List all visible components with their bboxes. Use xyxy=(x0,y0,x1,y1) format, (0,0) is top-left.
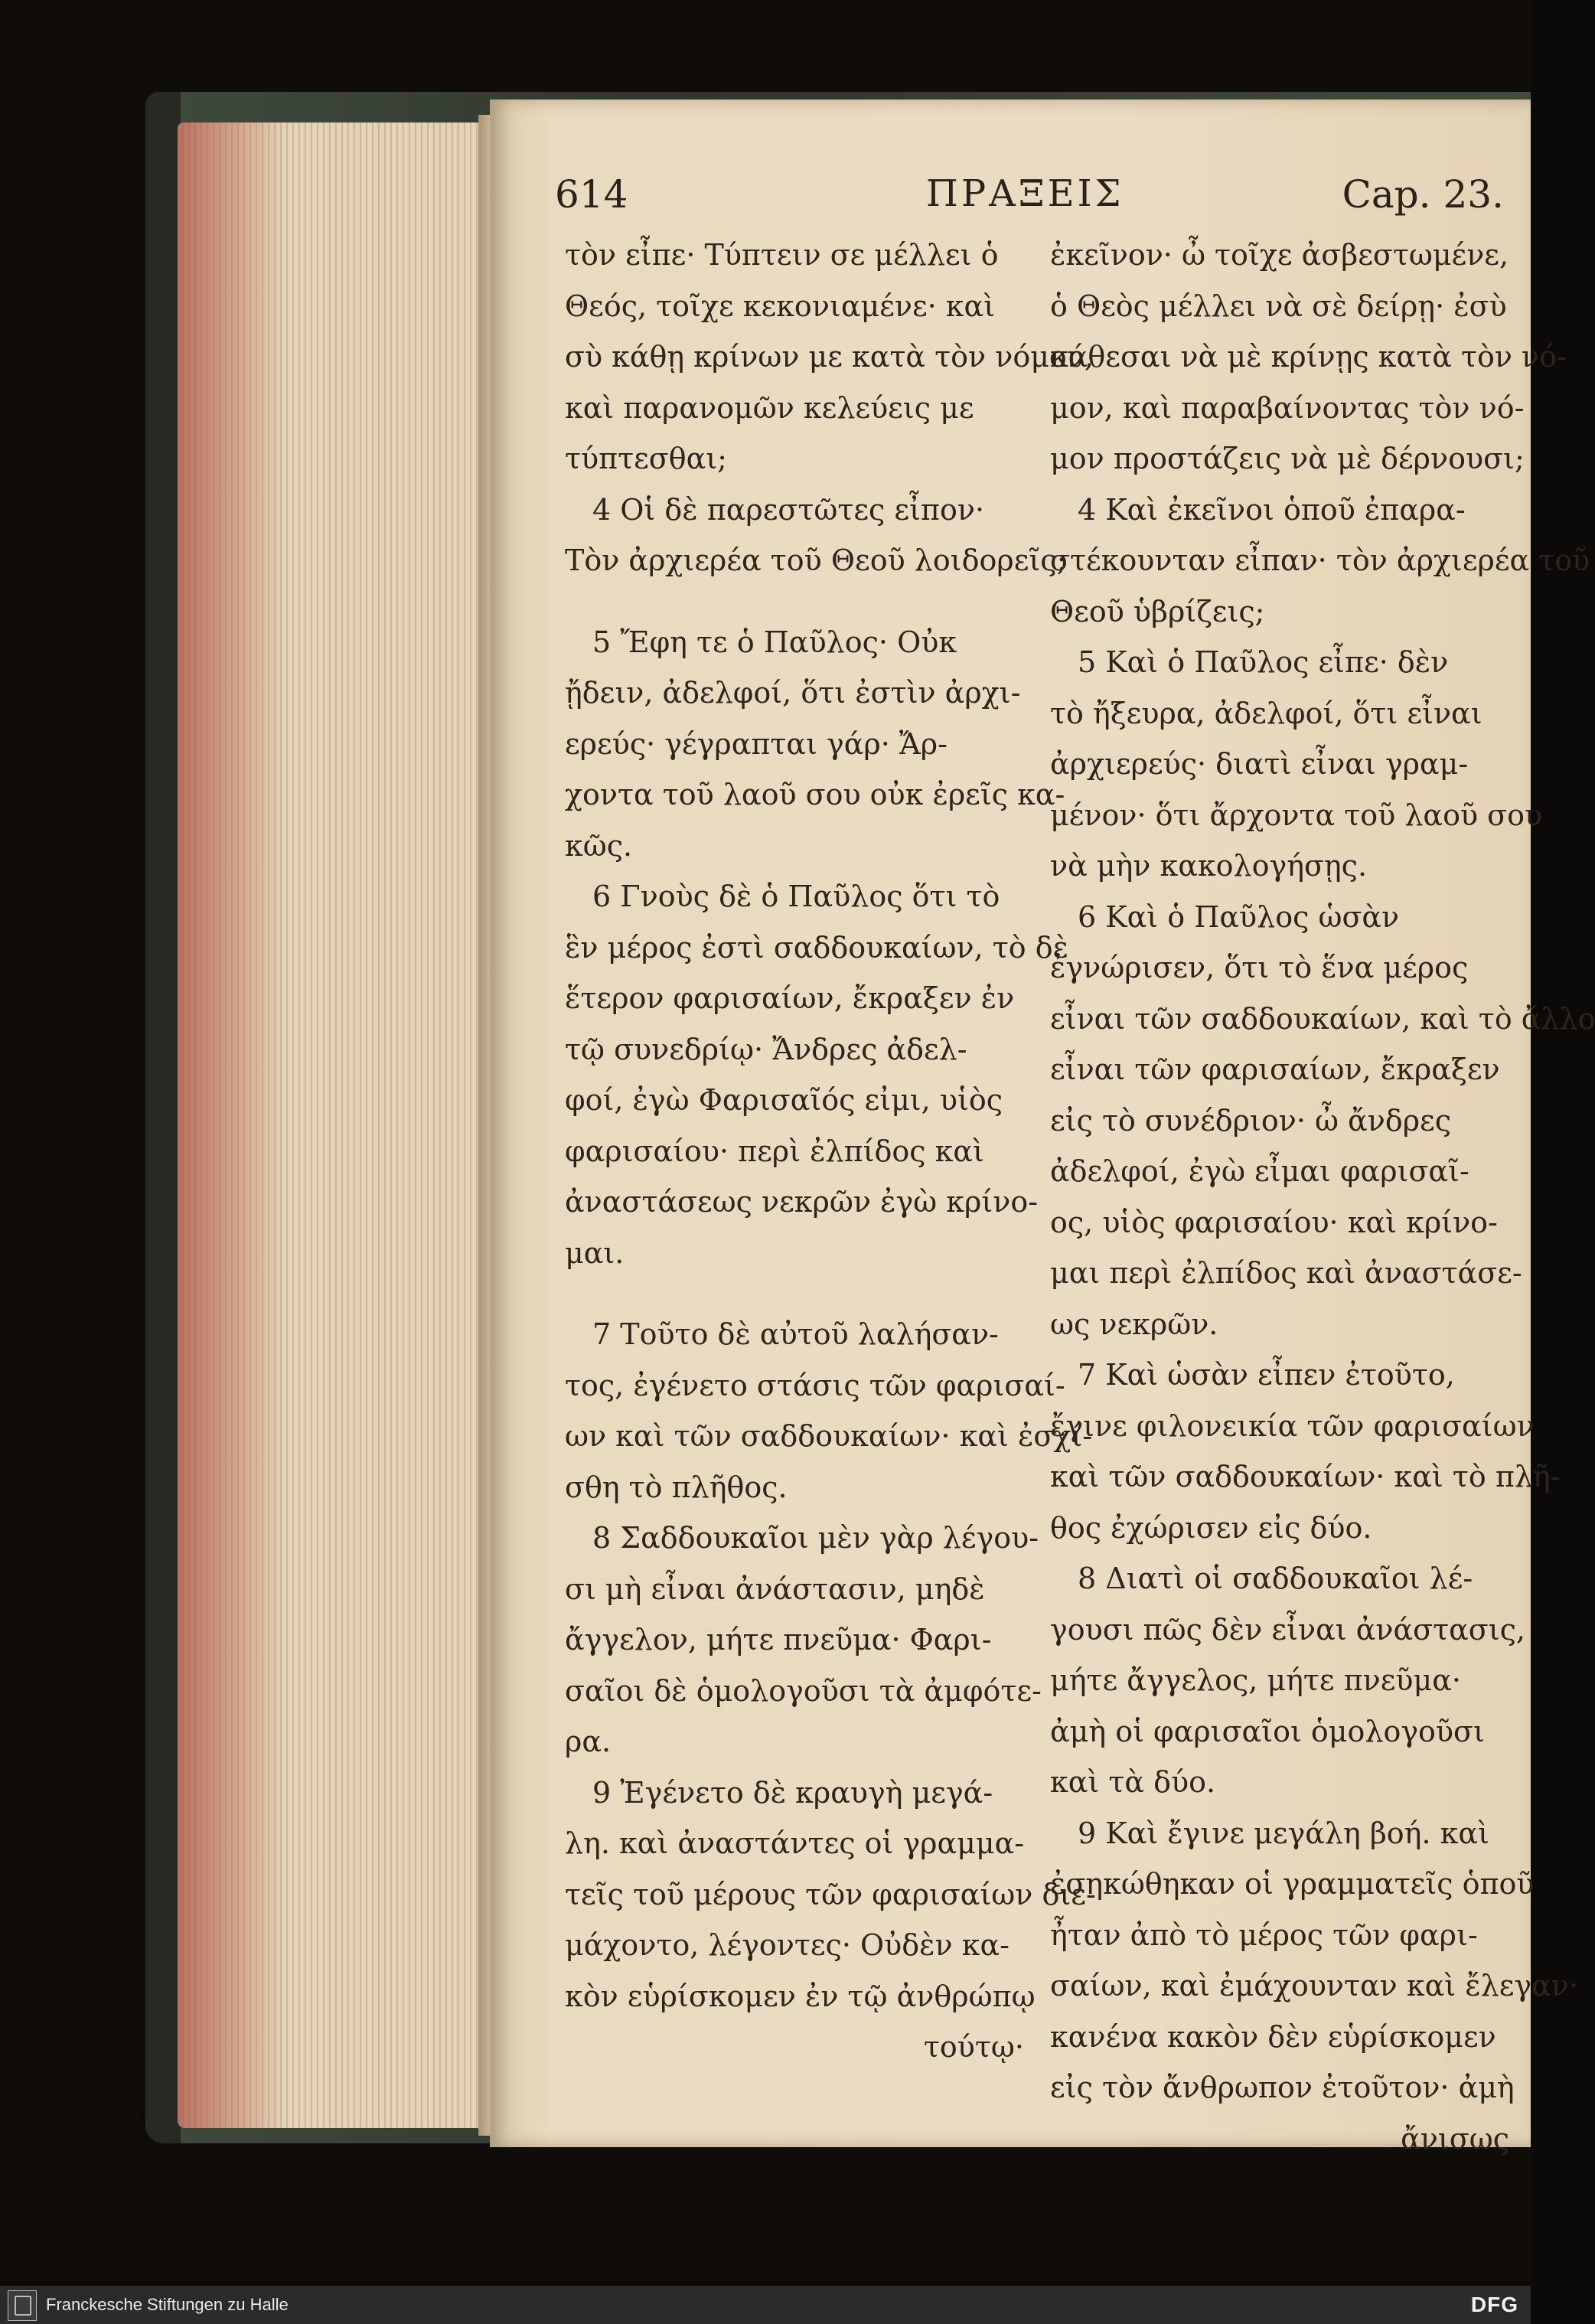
text-line xyxy=(565,1278,1024,1309)
text-line: ἦταν ἀπὸ τὸ μέρος τῶν φαρι- xyxy=(1050,1918,1478,1952)
text-line: στέκουνταν εἶπαν· τὸν ἀρχιερέα τοῦ xyxy=(1050,543,1590,577)
text-line: καὶ τῶν σαδδουκαίων· καὶ τὸ πλῆ- xyxy=(1050,1460,1561,1493)
vernacular-text-column xyxy=(1050,230,1595,2156)
book-cover-edge xyxy=(145,92,181,2143)
text-line: τεῖς τοῦ μέρους τῶν φαρισαίων διε- xyxy=(565,1877,1096,1911)
text-line: 9 Καὶ ἔγινε μεγάλη βοή. καὶ xyxy=(1078,1816,1489,1850)
text-line: φοί, ἐγὼ Φαρισαῖός εἰμι, υἱὸς xyxy=(565,1083,1003,1117)
text-line: εἰς τὸν ἄνθρωπον ἐτοῦτον· ἀμὴ xyxy=(1050,2071,1515,2104)
text-line: 8 Σαδδουκαῖοι μὲν γὰρ λέγου- xyxy=(592,1521,1039,1555)
greek-text-column xyxy=(565,230,1096,2064)
text-line: σαῖοι δὲ ὁμολογοῦσι τὰ ἀμφότε- xyxy=(565,1673,1042,1708)
text-line: εἶναι τῶν φαρισαίων, ἔκραξεν xyxy=(1050,1053,1500,1086)
text-line: ἀναστάσεως νεκρῶν ἐγὼ κρίνο- xyxy=(565,1185,1039,1219)
text-line: μήτε ἄγγελος, μήτε πνεῦμα· xyxy=(1050,1663,1461,1697)
text-line: σὺ κάθῃ κρίνων με κατὰ τὸν νόμον, xyxy=(565,340,1094,374)
text-line: 7 Καὶ ὡσὰν εἶπεν ἐτοῦτο, xyxy=(1078,1358,1455,1392)
text-line: καὶ παρανομῶν κελεύεις με xyxy=(565,390,974,425)
text-line: κανένα κακὸν δὲν εὑρίσκομεν xyxy=(1050,2019,1496,2054)
text-line: ἐκεῖνον· ὦ τοῖχε ἀσβεστωμένε, xyxy=(1050,238,1509,272)
text-line: ᾔδειν, ἀδελφοί, ὅτι ἐστὶν ἀρχι- xyxy=(565,676,1021,710)
text-line: ἓν μέρος ἐστὶ σαδδουκαίων, τὸ δὲ xyxy=(565,930,1069,965)
text-line: 5 Ἔφη τε ὁ Παῦλος· Οὐκ xyxy=(592,625,957,659)
text-line xyxy=(565,586,1024,617)
text-line: ων καὶ τῶν σαδδουκαίων· καὶ ἐσχί- xyxy=(565,1419,1093,1453)
text-line: μένον· ὅτι ἄρχοντα τοῦ λαοῦ σου xyxy=(1050,798,1543,832)
text-line: γουσι πῶς δὲν εἶναι ἀνάστασις, xyxy=(1050,1612,1525,1647)
text-line: ἄγγελον, μήτε πνεῦμα· Φαρι- xyxy=(565,1623,992,1657)
text-line: κῶς. xyxy=(565,828,633,863)
text-line: ἕτερον φαρισαίων, ἔκραξεν ἐν xyxy=(565,981,1015,1015)
text-line: ως νεκρῶν. xyxy=(1050,1307,1218,1341)
text-line: μαι περὶ ἐλπίδος καὶ ἀναστάσε- xyxy=(1050,1256,1522,1290)
dfg-logo: DFG xyxy=(1470,2293,1518,2316)
text-line: Θεοῦ ὑβρίζεις; xyxy=(1050,594,1265,628)
text-line: τούτῳ· xyxy=(923,2030,1024,2064)
text-line: σθη τὸ πλῆθος. xyxy=(565,1470,788,1504)
text-line: Τὸν ἀρχιερέα τοῦ Θεοῦ λοιδορεῖς; xyxy=(565,543,1067,577)
text-line: τῷ συνεδρίῳ· Ἄνδρες ἀδελ- xyxy=(565,1032,967,1066)
text-line: ερεύς· γέγραπται γάρ· Ἄρ- xyxy=(565,726,948,761)
text-line: χοντα τοῦ λαοῦ σου οὐκ ἐρεῖς κα- xyxy=(565,778,1065,811)
text-line: καὶ τὰ δύο. xyxy=(1050,1765,1216,1799)
text-line: σαίων, καὶ ἐμάχουνταν καὶ ἔλεγαν· xyxy=(1050,1969,1578,2002)
text-line: 7 Τοῦτο δὲ αὐτοῦ λαλήσαν- xyxy=(592,1317,999,1351)
text-line: τὸν εἶπε· Τύπτειν σε μέλλει ὁ xyxy=(565,238,999,272)
text-line: ἐγνώρισεν, ὅτι τὸ ἕνα μέρος xyxy=(1050,951,1469,984)
text-line: ὁ Θεὸς μέλλει νὰ σὲ δείρῃ· ἐσὺ xyxy=(1050,289,1507,323)
text-line: ἀδελφοί, ἐγὼ εἶμαι φαρισαῖ- xyxy=(1050,1154,1469,1188)
text-line: τος, ἐγένετο στάσις τῶν φαρισαί- xyxy=(565,1368,1065,1402)
text-line: 8 Διατὶ οἱ σαδδουκαῖοι λέ- xyxy=(1078,1562,1473,1595)
institution-seal-icon xyxy=(8,2290,37,2321)
text-line: μον, καὶ παραβαίνοντας τὸν νό- xyxy=(1050,390,1525,425)
text-line: ἄνισως xyxy=(1401,2121,1509,2156)
text-line: φαρισαίου· περὶ ἐλπίδος καὶ xyxy=(565,1134,984,1168)
text-line: ἐσηκώθηκαν οἱ γραμματεῖς ὁποῦ xyxy=(1050,1867,1535,1901)
text-line: 9 Ἐγένετο δὲ κραυγὴ μεγά- xyxy=(592,1775,993,1810)
text-line: 4 Καὶ ἐκεῖνοι ὁποῦ ἐπαρα- xyxy=(1078,492,1466,527)
text-line: 4 Οἱ δὲ παρεστῶτες εἶπον· xyxy=(592,492,985,527)
chapter-label: Cap. 23. xyxy=(1342,172,1504,217)
footer-bar xyxy=(0,2286,1531,2324)
text-line: κὸν εὑρίσκομεν ἐν τῷ ἀνθρώπῳ xyxy=(565,1979,1036,2013)
text-line: ος, υἱὸς φαρισαίου· καὶ κρίνο- xyxy=(1050,1205,1498,1239)
text-line: κάθεσαι νὰ μὲ κρίνῃς κατὰ τὸν νό- xyxy=(1050,340,1567,374)
page-number: 614 xyxy=(555,172,628,217)
running-header xyxy=(555,172,1504,233)
text-line: σι μὴ εἶναι ἀνάστασιν, μηδὲ xyxy=(565,1572,985,1606)
text-line: λη. καὶ ἀναστάντες οἱ γραμμα- xyxy=(565,1826,1025,1860)
text-line: εἶναι τῶν σαδδουκαίων, καὶ τὸ ἄλλο xyxy=(1050,1001,1595,1036)
text-line: ρα. xyxy=(565,1725,612,1758)
text-line: ἀρχιερεύς· διατὶ εἶναι γραμ- xyxy=(1050,747,1469,781)
running-title: ΠΡΑΞΕΙΣ xyxy=(926,172,1124,215)
text-line: τύπτεσθαι; xyxy=(565,442,727,475)
text-line: νὰ μὴν κακολογήσῃς. xyxy=(1050,849,1368,883)
text-line: εἰς τὸ συνέδριον· ὦ ἄνδρες xyxy=(1050,1103,1452,1138)
red-page-edge-stain xyxy=(178,122,285,2128)
text-line: 6 Καὶ ὁ Παῦλος ὡσὰν xyxy=(1078,899,1400,934)
text-line: μάχοντο, λέγοντες· Οὐδὲν κα- xyxy=(565,1928,1010,1962)
text-line: Θεός, τοῖχε κεκονιαμένε· καὶ xyxy=(565,289,996,323)
institution-name: Franckesche Stiftungen zu Halle xyxy=(46,2295,289,2314)
text-line: ἔγινε φιλονεικία τῶν φαρισαίων xyxy=(1050,1408,1535,1443)
text-line: ἀμὴ οἱ φαρισαῖοι ὁμολογοῦσι xyxy=(1050,1714,1485,1748)
text-line: μαι. xyxy=(565,1235,625,1270)
text-line: 6 Γνοὺς δὲ ὁ Παῦλος ὅτι τὸ xyxy=(592,880,1000,913)
text-line: θος ἐχώρισεν εἰς δύο. xyxy=(1050,1510,1372,1545)
text-line: 5 Καὶ ὁ Παῦλος εἶπε· δὲν xyxy=(1078,645,1449,679)
text-line: τὸ ἤξευρα, ἀδελφοί, ὅτι εἶναι xyxy=(1050,696,1482,730)
text-line: μον προστάζεις νὰ μὲ δέρνουσι; xyxy=(1050,442,1525,475)
